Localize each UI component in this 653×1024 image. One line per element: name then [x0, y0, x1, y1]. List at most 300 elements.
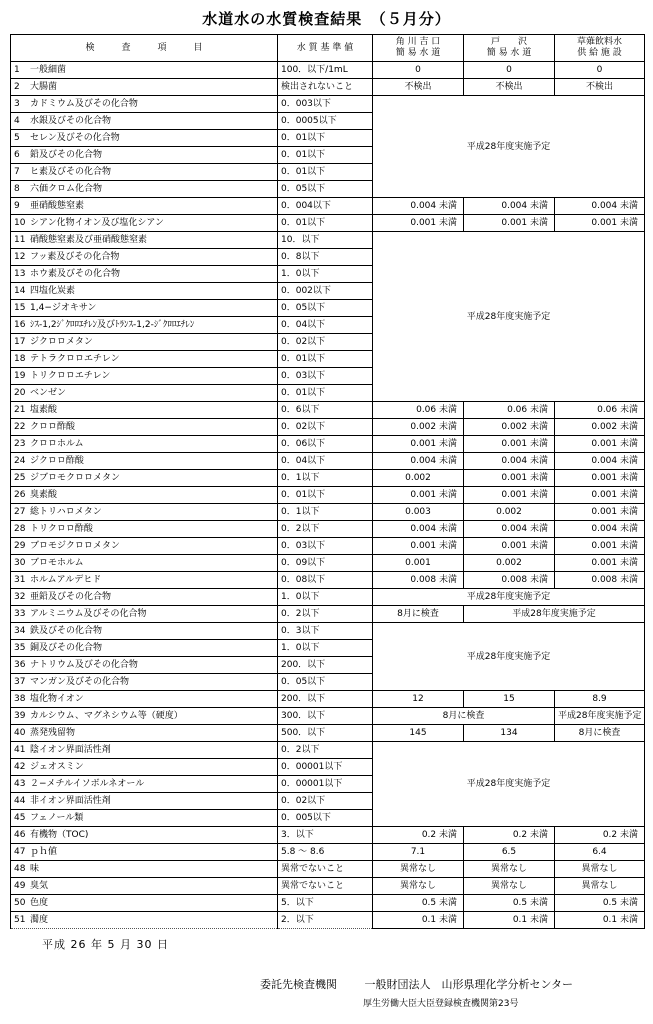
standard-cell: 0．002以下 — [278, 283, 373, 300]
agency-label: 委託先検査機関 — [260, 978, 337, 991]
item-name: ホルムアルデヒド — [30, 575, 102, 585]
item-number: 28 — [14, 524, 26, 534]
value-cell: 平成28年度実施予定 — [555, 708, 645, 725]
item-cell — [11, 300, 278, 317]
standard-cell: 0．08以下 — [278, 572, 373, 589]
item-cell — [11, 334, 278, 351]
item-name: 陰イオン界面活性剤 — [30, 745, 111, 755]
item-name: ブロモジクロロメタン — [30, 541, 120, 551]
value-cell: 8月に検査 — [373, 606, 464, 623]
value-cell: 異常なし — [464, 861, 555, 878]
table-row — [11, 606, 645, 623]
item-name: テトラクロロエチレン — [30, 354, 120, 364]
value-cell: 0.001 未満 — [373, 487, 464, 504]
item-cell — [11, 623, 278, 640]
value-cell: 0.001 未満 — [555, 470, 645, 487]
value-cell: 0.002 — [464, 504, 555, 521]
page-title: 水道水の水質検査結果 （５月分） — [202, 10, 451, 28]
item-number: 29 — [14, 541, 26, 551]
value-cell: 0.001 未満 — [555, 487, 645, 504]
item-cell — [11, 674, 278, 691]
value-cell: 0.06 未満 — [464, 402, 555, 419]
standard-cell: 0．01以下 — [278, 215, 373, 232]
plan-cell: 平成28年度実施予定 — [373, 232, 645, 402]
standard-cell: 0．02以下 — [278, 793, 373, 810]
value-cell: 8月に検査 — [373, 708, 555, 725]
standard-cell: 異常でないこと — [278, 878, 373, 895]
table-row — [11, 402, 645, 419]
standard-cell: 0．2以下 — [278, 521, 373, 538]
value-cell: 6.5 — [464, 844, 555, 861]
item-cell — [11, 555, 278, 572]
item-number: 49 — [14, 881, 26, 891]
table-row — [11, 62, 645, 79]
standard-cell: 0．05以下 — [278, 300, 373, 317]
value-cell: 0.5 未満 — [373, 895, 464, 912]
item-cell — [11, 368, 278, 385]
item-name: カドミウム及びその化合物 — [30, 99, 138, 109]
item-name: 有機物（TOC) — [30, 830, 89, 840]
value-cell: 0.001 未満 — [464, 215, 555, 232]
item-name: 色度 — [30, 898, 49, 908]
agency-line — [260, 976, 573, 992]
item-cell — [11, 742, 278, 759]
item-name: 非イオン界面活性剤 — [30, 796, 111, 806]
value-cell: 0.001 未満 — [555, 436, 645, 453]
item-name: ブロモホルム — [30, 558, 84, 568]
item-cell — [11, 708, 278, 725]
value-cell: 0.5 未満 — [555, 895, 645, 912]
value-cell: 0.001 未満 — [373, 436, 464, 453]
header-tozawa: 戸 沢 簡 易 水 道 — [464, 35, 555, 62]
item-name: ジクロロ酢酸 — [30, 456, 84, 466]
table-row — [11, 895, 645, 912]
item-number: 41 — [14, 745, 26, 755]
item-name: ベンゼン — [30, 388, 67, 398]
item-cell — [11, 776, 278, 793]
standard-cell: 0．01以下 — [278, 130, 373, 147]
item-name: ヒ素及びその化合物 — [30, 167, 112, 177]
item-number: 23 — [14, 439, 26, 449]
value-cell: 0.004 未満 — [373, 198, 464, 215]
item-name: クロロ酢酸 — [30, 422, 76, 432]
value-cell: 0.001 未満 — [464, 538, 555, 555]
value-cell: 0.001 未満 — [373, 538, 464, 555]
standard-cell: 0．05以下 — [278, 181, 373, 198]
item-cell — [11, 504, 278, 521]
item-name: 塩化物イオン — [30, 694, 84, 704]
item-cell — [11, 453, 278, 470]
item-cell — [11, 215, 278, 232]
value-cell: 0.2 未満 — [464, 827, 555, 844]
item-cell — [11, 793, 278, 810]
item-cell — [11, 606, 278, 623]
value-cell: 0.008 未満 — [555, 572, 645, 589]
item-name: 亜鉛及びその化合物 — [30, 592, 112, 602]
agency-name: 一般財団法人 山形県理化学分析センター — [364, 978, 574, 991]
value-cell: 0.001 未満 — [464, 487, 555, 504]
item-number: 39 — [14, 711, 26, 721]
header-standard: 水 質 基 準 値 — [278, 35, 373, 62]
standard-cell: 0．3以下 — [278, 623, 373, 640]
value-cell: 0.008 未満 — [464, 572, 555, 589]
value-cell: 0.001 未満 — [464, 470, 555, 487]
registration-number: 厚生労働大臣大臣登録検査機関第23号 — [363, 999, 519, 1009]
item-number: 46 — [14, 830, 26, 840]
standard-cell: 0．8以下 — [278, 249, 373, 266]
item-number: 50 — [14, 898, 26, 908]
table-row — [11, 470, 645, 487]
item-name: トリクロロ酢酸 — [30, 524, 93, 534]
standard-cell: 0．04以下 — [278, 317, 373, 334]
standard-cell: 0．01以下 — [278, 147, 373, 164]
value-cell: 0 — [373, 62, 464, 79]
standard-cell: 200．以下 — [278, 657, 373, 674]
standard-cell: 0．01以下 — [278, 385, 373, 402]
standard-cell: 0．0005以下 — [278, 113, 373, 130]
report-date: 平成 26 年 5 月 30 日 — [42, 938, 169, 951]
table-row — [11, 504, 645, 521]
item-number: 36 — [14, 660, 26, 670]
table-row — [11, 861, 645, 878]
value-cell: 0.001 未満 — [464, 436, 555, 453]
standard-cell: 0．005以下 — [278, 810, 373, 827]
standard-cell: 1．0以下 — [278, 640, 373, 657]
item-name: 亜硝酸態窒素 — [30, 201, 85, 211]
item-cell — [11, 130, 278, 147]
item-number: 45 — [14, 813, 26, 823]
standard-cell: 5．以下 — [278, 895, 373, 912]
value-cell: 12 — [373, 691, 464, 708]
item-cell — [11, 691, 278, 708]
standard-cell: 300．以下 — [278, 708, 373, 725]
item-cell — [11, 521, 278, 538]
item-name: カルシウム、マグネシウム等（硬度） — [30, 711, 183, 721]
table-row — [11, 419, 645, 436]
item-cell — [11, 895, 278, 912]
table-row — [11, 436, 645, 453]
item-name: フェノール類 — [30, 813, 84, 823]
item-name: シアン化物イオン及び塩化シアン — [30, 218, 165, 228]
item-name: 一般細菌 — [30, 65, 67, 75]
item-name: 硝酸態窒素及び亜硝酸態窒素 — [30, 235, 148, 245]
standard-cell: 0．02以下 — [278, 334, 373, 351]
table-row — [11, 725, 645, 742]
standard-cell: 0．00001以下 — [278, 759, 373, 776]
value-cell: 0.06 未満 — [373, 402, 464, 419]
standard-cell: 0．05以下 — [278, 674, 373, 691]
standard-cell: 0．01以下 — [278, 351, 373, 368]
item-number: 5 — [14, 133, 20, 143]
table-header-row — [11, 35, 645, 62]
item-number: 18 — [14, 354, 26, 364]
item-number: 15 — [14, 303, 26, 313]
standard-cell: 10．以下 — [278, 232, 373, 249]
standard-cell: 5.8 〜 8.6 — [278, 844, 373, 861]
item-name: 塩素酸 — [30, 405, 58, 415]
item-number: 43 — [14, 779, 26, 789]
item-cell — [11, 113, 278, 130]
item-cell — [11, 827, 278, 844]
value-cell: 異常なし — [464, 878, 555, 895]
table-row — [11, 487, 645, 504]
item-number: 42 — [14, 762, 26, 772]
table-row — [11, 521, 645, 538]
item-cell — [11, 810, 278, 827]
value-cell: 0.001 未満 — [555, 538, 645, 555]
item-number: 9 — [14, 201, 20, 211]
item-cell — [11, 266, 278, 283]
value-cell: 0.001 未満 — [373, 215, 464, 232]
standard-cell: 1．0以下 — [278, 589, 373, 606]
standard-cell: 0．003以下 — [278, 96, 373, 113]
item-name: ２−メチルイソボルネオール — [30, 779, 145, 789]
item-cell — [11, 385, 278, 402]
value-cell: 0.004 未満 — [555, 521, 645, 538]
item-number: 7 — [14, 167, 20, 177]
item-name: トリクロロエチレン — [30, 371, 111, 381]
value-cell: 異常なし — [373, 861, 464, 878]
value-cell: 不検出 — [464, 79, 555, 96]
item-number: 47 — [14, 847, 26, 857]
value-cell: 0.06 未満 — [555, 402, 645, 419]
value-cell: 0.001 未満 — [555, 215, 645, 232]
item-name: ホウ素及びその化合物 — [30, 269, 121, 279]
value-cell: 0.004 未満 — [464, 453, 555, 470]
value-cell: 0.004 未満 — [373, 521, 464, 538]
plan-cell: 平成28年度実施予定 — [373, 623, 645, 691]
value-cell: 0.008 未満 — [373, 572, 464, 589]
item-name: 四塩化炭素 — [30, 286, 76, 296]
value-cell: 145 — [373, 725, 464, 742]
value-cell: 0.003 — [373, 504, 464, 521]
item-number: 44 — [14, 796, 26, 806]
standard-cell: 0．03以下 — [278, 368, 373, 385]
item-name: アルミニウム及びその化合物 — [30, 609, 147, 619]
value-cell: 0.004 未満 — [555, 453, 645, 470]
table-row — [11, 708, 645, 725]
item-number: 35 — [14, 643, 26, 653]
item-name: ジブロモクロロメタン — [30, 473, 121, 483]
value-cell: 8.9 — [555, 691, 645, 708]
item-name: 水銀及びその化合物 — [30, 116, 112, 126]
item-number: 40 — [14, 728, 26, 738]
item-name: ｐｈ値 — [30, 847, 58, 857]
item-cell — [11, 164, 278, 181]
table-row — [11, 215, 645, 232]
table-row — [11, 538, 645, 555]
standard-cell: 0．01以下 — [278, 487, 373, 504]
item-number: 13 — [14, 269, 26, 279]
value-cell: 0.2 未満 — [555, 827, 645, 844]
item-cell — [11, 912, 278, 929]
standard-cell: 0．2以下 — [278, 606, 373, 623]
item-cell — [11, 640, 278, 657]
item-number: 38 — [14, 694, 26, 704]
standard-cell: 0．09以下 — [278, 555, 373, 572]
results-table — [10, 34, 645, 929]
value-cell: 0.001 未満 — [555, 555, 645, 572]
value-cell: 0.1 未満 — [373, 912, 464, 929]
value-cell: 0.1 未満 — [464, 912, 555, 929]
table-row — [11, 844, 645, 861]
item-cell — [11, 351, 278, 368]
item-number: 6 — [14, 150, 20, 160]
item-number: 51 — [14, 915, 26, 925]
table-row — [11, 742, 645, 759]
value-cell: 7.1 — [373, 844, 464, 861]
value-cell: 0.002 — [464, 555, 555, 572]
item-cell — [11, 317, 278, 334]
table-row — [11, 623, 645, 640]
item-number: 17 — [14, 337, 26, 347]
item-cell — [11, 232, 278, 249]
value-cell: 0.2 未満 — [373, 827, 464, 844]
standard-cell: 検出されないこと — [278, 79, 373, 96]
value-cell: 8月に検査 — [555, 725, 645, 742]
item-number: 24 — [14, 456, 26, 466]
table-row — [11, 912, 645, 929]
table-row — [11, 691, 645, 708]
table-row — [11, 572, 645, 589]
standard-cell: 200．以下 — [278, 691, 373, 708]
item-number: 26 — [14, 490, 26, 500]
table-body — [11, 62, 645, 929]
value-cell: 0.002 — [373, 470, 464, 487]
item-number: 48 — [14, 864, 26, 874]
standard-cell: 500．以下 — [278, 725, 373, 742]
item-number: 12 — [14, 252, 26, 262]
standard-cell: 100．以下/1mL — [278, 62, 373, 79]
standard-cell: 0．01以下 — [278, 164, 373, 181]
item-number: 21 — [14, 405, 26, 415]
value-cell: 0.004 未満 — [464, 521, 555, 538]
header-kadokawa: 角 川 吉 口 簡 易 水 道 — [373, 35, 464, 62]
value-cell: 0.004 未満 — [373, 453, 464, 470]
item-cell — [11, 861, 278, 878]
item-name: ジクロロメタン — [30, 337, 93, 347]
value-cell: 0.001 未満 — [555, 504, 645, 521]
standard-cell: 2．以下 — [278, 912, 373, 929]
item-name: ナトリウム及びその化合物 — [30, 660, 138, 670]
standard-cell: 0．1以下 — [278, 504, 373, 521]
item-name: 臭気 — [30, 881, 49, 891]
item-name: 1,4−ジオキサン — [30, 303, 97, 313]
value-cell: 異常なし — [555, 878, 645, 895]
item-name: セレン及びその化合物 — [30, 133, 120, 143]
item-number: 27 — [14, 507, 26, 517]
standard-cell: 1．0以下 — [278, 266, 373, 283]
item-number: 8 — [14, 184, 20, 194]
item-cell — [11, 572, 278, 589]
item-name: クロロホルム — [30, 439, 84, 449]
item-number: 31 — [14, 575, 26, 585]
item-cell — [11, 470, 278, 487]
table-row — [11, 453, 645, 470]
value-cell: 0.002 未満 — [464, 419, 555, 436]
item-name: 鉛及びその化合物 — [30, 150, 103, 160]
value-cell: 不検出 — [373, 79, 464, 96]
item-cell — [11, 589, 278, 606]
value-cell: 134 — [464, 725, 555, 742]
item-name: 総トリハロメタン — [30, 507, 102, 517]
item-number: 10 — [14, 218, 26, 228]
item-number: 4 — [14, 116, 20, 126]
item-number: 3 — [14, 99, 20, 109]
item-number: 30 — [14, 558, 26, 568]
item-number: 11 — [14, 235, 26, 245]
standard-cell: 0．004以下 — [278, 198, 373, 215]
item-cell — [11, 96, 278, 113]
plan-cell: 平成28年度実施予定 — [373, 742, 645, 827]
value-cell: 0.1 未満 — [555, 912, 645, 929]
item-number: 20 — [14, 388, 26, 398]
item-cell — [11, 759, 278, 776]
item-number: 37 — [14, 677, 26, 687]
value-cell: 0.004 未満 — [555, 198, 645, 215]
item-number: 16 — [14, 320, 26, 330]
item-cell — [11, 436, 278, 453]
table-row — [11, 827, 645, 844]
standard-cell: 3．以下 — [278, 827, 373, 844]
value-cell: 0.5 未満 — [464, 895, 555, 912]
item-number: 34 — [14, 626, 26, 636]
value-cell: 0.002 未満 — [555, 419, 645, 436]
item-name: 味 — [30, 864, 40, 874]
table-row — [11, 198, 645, 215]
item-cell — [11, 844, 278, 861]
value-cell: 不検出 — [555, 79, 645, 96]
item-cell — [11, 419, 278, 436]
item-name: マンガン及びその化合物 — [30, 677, 130, 687]
item-name: 大腸菌 — [30, 82, 58, 92]
item-cell — [11, 283, 278, 300]
item-name: ｼｽ-1,2ｼﾞｸﾛﾛｴﾁﾚﾝ及びﾄﾗﾝｽ-1,2-ｼﾞｸﾛﾛｴﾁﾚﾝ — [30, 320, 195, 330]
standard-cell: 0．1以下 — [278, 470, 373, 487]
standard-cell: 異常でないこと — [278, 861, 373, 878]
item-cell — [11, 147, 278, 164]
item-name: 鉄及びその化合物 — [30, 626, 103, 636]
value-cell: 異常なし — [555, 861, 645, 878]
item-cell — [11, 878, 278, 895]
value-cell: 0.001 — [373, 555, 464, 572]
item-name: 銅及びその化合物 — [30, 643, 103, 653]
standard-cell: 0．6以下 — [278, 402, 373, 419]
standard-cell: 0．2以下 — [278, 742, 373, 759]
item-name: フッ素及びその化合物 — [30, 252, 120, 262]
item-cell — [11, 725, 278, 742]
item-number: 1 — [14, 65, 20, 75]
item-cell — [11, 249, 278, 266]
header-item: 検 査 項 目 — [11, 35, 278, 62]
item-number: 33 — [14, 609, 26, 619]
value-cell: 6.4 — [555, 844, 645, 861]
item-name: 六価クロム化合物 — [30, 184, 103, 194]
standard-cell: 0．00001以下 — [278, 776, 373, 793]
table-row — [11, 555, 645, 572]
value-cell: 異常なし — [373, 878, 464, 895]
item-name: 臭素酸 — [30, 490, 58, 500]
item-name: 濁度 — [30, 915, 49, 925]
table-row — [11, 96, 645, 113]
item-number: 22 — [14, 422, 26, 432]
value-cell: 0 — [464, 62, 555, 79]
plan-cell: 平成28年度実施予定 — [373, 96, 645, 198]
standard-cell: 0．04以下 — [278, 453, 373, 470]
value-cell: 0 — [555, 62, 645, 79]
item-name: 蒸発残留物 — [30, 728, 76, 738]
value-cell: 15 — [464, 691, 555, 708]
